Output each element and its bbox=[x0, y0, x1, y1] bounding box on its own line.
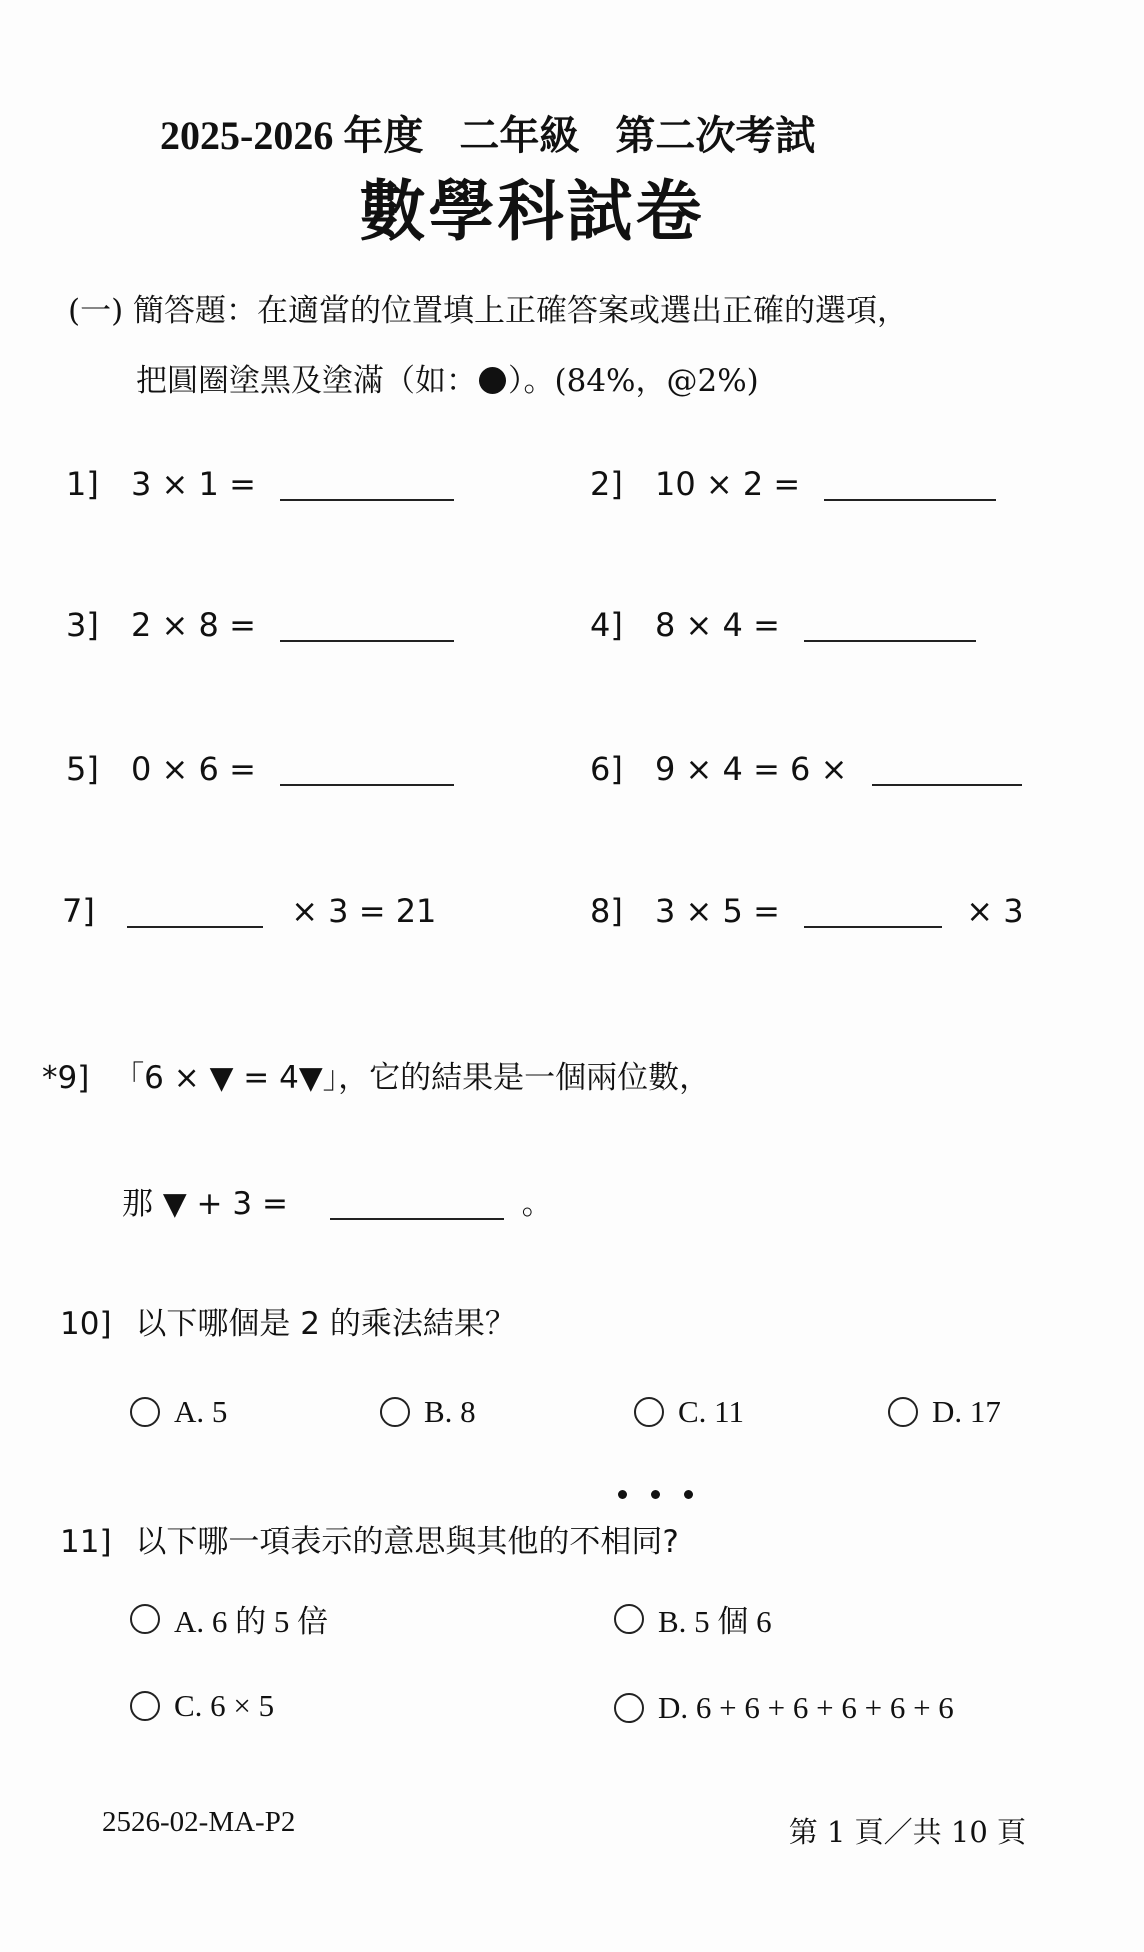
grade: 二年級 bbox=[459, 113, 580, 158]
answer-blank[interactable] bbox=[280, 610, 454, 642]
question-expression: 0 × 6 = bbox=[131, 750, 256, 788]
q11-option-a[interactable] bbox=[130, 1596, 328, 1641]
emphasis-dots bbox=[618, 1490, 693, 1499]
question-7 bbox=[62, 892, 436, 930]
radio-circle-icon[interactable] bbox=[380, 1397, 410, 1427]
question-1 bbox=[66, 465, 454, 503]
school-year: 2025-2026 年度 bbox=[160, 113, 424, 158]
question-number: 5] bbox=[66, 750, 99, 788]
question-expression-tail: × 3 bbox=[966, 892, 1024, 930]
question-number: 2] bbox=[590, 465, 623, 503]
emphasis-dot-icon bbox=[618, 1490, 627, 1499]
option-label: D. 6 + 6 + 6 + 6 + 6 + 6 bbox=[658, 1690, 954, 1725]
question-text: 以下哪一項表示的意思與其他的不相同? bbox=[135, 1524, 679, 1560]
question-expression: × 3 = 21 bbox=[291, 892, 437, 930]
q10-option-d[interactable] bbox=[888, 1394, 1001, 1430]
paper-code: 2526-02-MA-P2 bbox=[102, 1806, 296, 1838]
section-instruction-line1: (一) 簡答題：在適當的位置填上正確答案或選出正確的選項， bbox=[68, 293, 909, 329]
option-label: A. 5 bbox=[174, 1394, 228, 1429]
question-number: *9] bbox=[42, 1060, 90, 1096]
section-instruction-line2 bbox=[136, 355, 759, 400]
instruction-text-before: 把圓圈塗黑及塗滿（如： bbox=[136, 363, 477, 399]
radio-circle-icon[interactable] bbox=[888, 1397, 918, 1427]
radio-circle-icon[interactable] bbox=[614, 1604, 644, 1634]
question-number: 6] bbox=[590, 750, 623, 788]
answer-blank[interactable] bbox=[872, 754, 1022, 786]
question-number: 10] bbox=[60, 1306, 112, 1342]
radio-circle-icon[interactable] bbox=[130, 1691, 160, 1721]
page-title: 數學科試卷 bbox=[359, 172, 705, 250]
emphasis-dot-icon bbox=[684, 1490, 693, 1499]
q10-option-c[interactable] bbox=[634, 1394, 744, 1430]
question-9-line2 bbox=[122, 1178, 553, 1223]
question-number: 11] bbox=[60, 1524, 112, 1560]
question-expression: 9 × 4 = 6 × bbox=[655, 750, 848, 788]
option-label: B. 5 個 6 bbox=[658, 1604, 772, 1639]
option-label: A. 6 的 5 倍 bbox=[174, 1604, 329, 1639]
question-expression: 10 × 2 = bbox=[655, 465, 801, 503]
question-5 bbox=[66, 750, 454, 788]
radio-circle-icon[interactable] bbox=[130, 1604, 160, 1634]
question-expression: 8 × 4 = bbox=[655, 606, 780, 644]
radio-circle-icon[interactable] bbox=[614, 1693, 644, 1723]
filled-circle-icon bbox=[479, 367, 506, 394]
question-number: 1] bbox=[66, 465, 99, 503]
question-number: 8] bbox=[590, 892, 623, 930]
question-10 bbox=[60, 1298, 516, 1343]
option-label: C. 11 bbox=[678, 1394, 745, 1429]
answer-blank[interactable] bbox=[824, 469, 996, 501]
option-label: C. 6 × 5 bbox=[174, 1688, 275, 1723]
q11-option-b[interactable] bbox=[614, 1596, 772, 1641]
question-number: 4] bbox=[590, 606, 623, 644]
question-8 bbox=[590, 892, 1024, 930]
page-number: 第 1 頁／共 10 頁 bbox=[788, 1815, 1026, 1849]
option-label: D. 17 bbox=[932, 1394, 1001, 1429]
question-number: 3] bbox=[66, 606, 99, 644]
q10-option-b[interactable] bbox=[380, 1394, 476, 1430]
answer-blank[interactable] bbox=[280, 754, 454, 786]
question-4 bbox=[590, 606, 976, 644]
answer-blank[interactable] bbox=[280, 469, 454, 501]
instruction-text-after: ）。(84%，@2%) bbox=[508, 363, 759, 399]
option-label: B. 8 bbox=[424, 1394, 476, 1429]
answer-blank[interactable] bbox=[127, 896, 263, 928]
question-expression: 2 × 8 = bbox=[131, 606, 256, 644]
q10-option-a[interactable] bbox=[130, 1394, 227, 1430]
question-6 bbox=[590, 750, 1022, 788]
answer-blank[interactable] bbox=[804, 610, 976, 642]
emphasis-dot-icon bbox=[651, 1490, 660, 1499]
question-expression: 3 × 5 = bbox=[655, 892, 780, 930]
radio-circle-icon[interactable] bbox=[634, 1397, 664, 1427]
question-2 bbox=[590, 465, 996, 503]
exam-name: 第二次考試 bbox=[615, 113, 816, 158]
exam-header-line bbox=[160, 104, 815, 161]
question-9 bbox=[42, 1052, 710, 1097]
radio-circle-icon[interactable] bbox=[130, 1397, 160, 1427]
q11-option-c[interactable] bbox=[130, 1688, 274, 1724]
answer-blank[interactable] bbox=[330, 1188, 504, 1220]
question-expression: 3 × 1 = bbox=[131, 465, 256, 503]
question-3 bbox=[66, 606, 454, 644]
question-number: 7] bbox=[62, 892, 95, 930]
question-text: 以下哪個是 2 的乘法結果？ bbox=[135, 1306, 516, 1342]
q11-option-d[interactable] bbox=[614, 1690, 954, 1726]
question-expression: 那 ▼ + 3 = bbox=[122, 1186, 288, 1222]
answer-blank[interactable] bbox=[804, 896, 942, 928]
question-punct: 。 bbox=[521, 1186, 553, 1222]
question-text: 「6 × ▼ = 4▼」，它的結果是一個兩位數， bbox=[113, 1060, 711, 1096]
question-11 bbox=[60, 1516, 679, 1561]
